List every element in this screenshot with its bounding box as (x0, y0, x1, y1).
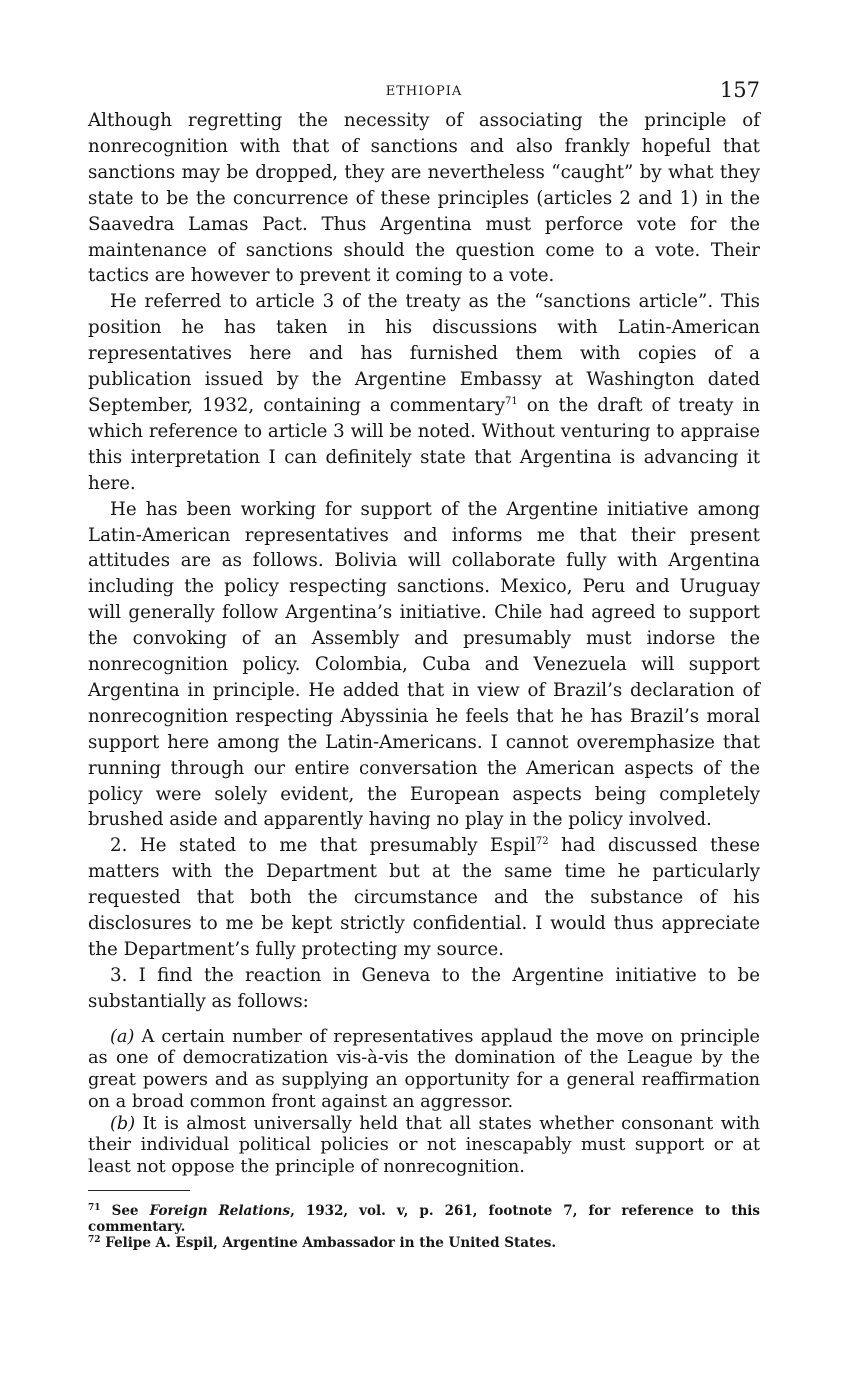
page-header (88, 76, 760, 108)
footnote-divider (88, 1190, 190, 1191)
footnote-71-text: , 1932, vol. v, p. 261, footnote 7, for reference to this commentary. (88, 1202, 760, 1235)
reaction-a (88, 1027, 760, 1114)
paragraph-5: 3. I find the reaction in Geneva to the Argentine initiative to be substantially as follows: (88, 964, 760, 1012)
paragraph-4-text-a: 2. He stated to me that presumably Espil (110, 835, 536, 857)
running-head: ETHIOPIA (385, 84, 463, 99)
reaction-a-label: (a) (110, 1026, 135, 1047)
footnote-72-text: Felipe A. Espil, Argentine Ambassador in the United States. (100, 1234, 557, 1251)
footnote-71-number: 71 (88, 1202, 101, 1213)
paragraph-2-text-b: on the draft of treaty in which reference to article 3 will be noted. Without venturing to appraise this interpretation I can definitely state that Argentina is advancing it here. (88, 394, 761, 494)
footnote-71-prefix: See (100, 1202, 150, 1219)
footnote-71-title: Foreign Relations (149, 1202, 291, 1219)
page-number: 157 (719, 78, 760, 102)
reaction-b-text: It is almost universally held that all states whether consonant with their individual political policies or not inescapably must support or at least not oppose the principle of nonrecognition. (88, 1113, 760, 1177)
footnote-ref-72: 72 (535, 836, 549, 848)
footnote-71 (88, 1203, 760, 1235)
paragraph-3: He has been working for support of the Argentine initiative among Latin-American representatives and informs me that their present attitudes are as follows. Bolivia will collaborate fully with Argentina including the policy respecting sanctions. Mexico, Peru and Uruguay will generally follow Argentina’s initiative. Chile had agreed to support the convoking of an Assembly and presumably must indorse the nonrecognition policy. Colombia, Cuba and Venezuela will support Argentina in principle. He added that in view of Brazil’s declaration of nonrecognition respecting Abyssinia he feels that he has Brazil’s moral support here among the Latin-Americans. I cannot overemphasize that running through our entire conversation the American aspects of the policy were solely evident, the European aspects being completely brushed aside and apparently having no play in the policy involved. (88, 498, 760, 831)
body-text (88, 108, 760, 1015)
paragraph-2-text-a: He referred to article 3 of the treaty as the “sanctions article”. This position he has taken in his discussions with Latin-American representatives here and has furnished them with copies of a publication issued by the Argentine Embassy at Washington dated September, 1932, containing a commentary (88, 291, 760, 416)
footnote-72 (88, 1235, 760, 1251)
footnote-ref-71: 71 (505, 395, 518, 407)
reaction-b-label: (b) (110, 1113, 136, 1134)
paragraph-4 (88, 833, 760, 963)
paragraph-1: Although regretting the necessity of associating the principle of nonrecognition with that of sanctions and also frankly hopeful that sanctions may be dropped, they are nevertheless “caught” by what they state to be the concurrence of these principles (articles 2 and 1) in the Saavedra Lamas Pact. Thus Argentina must perforce vote for the maintenance of sanctions should the question come to a vote. Their tactics are however to prevent it coming to a vote. (88, 110, 760, 287)
paragraph-2 (88, 289, 760, 496)
reaction-a-text: A certain number of representatives applaud the move on principle as one of democratization vis-à-vis the domination of the League by the great powers and as supplying an opportunity for a general reaffirmation on a broad common front against an aggressor. (88, 1026, 760, 1112)
reaction-b (88, 1114, 760, 1179)
paragraph-4-text-b: had discussed these matters with the Department but at the same time he particularly requested that both the circumstance and the substance of his disclosures to me be kept strictly confidential. I would thus appreciate the Department’s fully protecting my source. (88, 835, 760, 960)
quoted-reactions (88, 1027, 760, 1179)
footnotes (88, 1203, 760, 1251)
document-page (88, 76, 760, 1251)
footnote-72-number: 72 (88, 1234, 101, 1245)
